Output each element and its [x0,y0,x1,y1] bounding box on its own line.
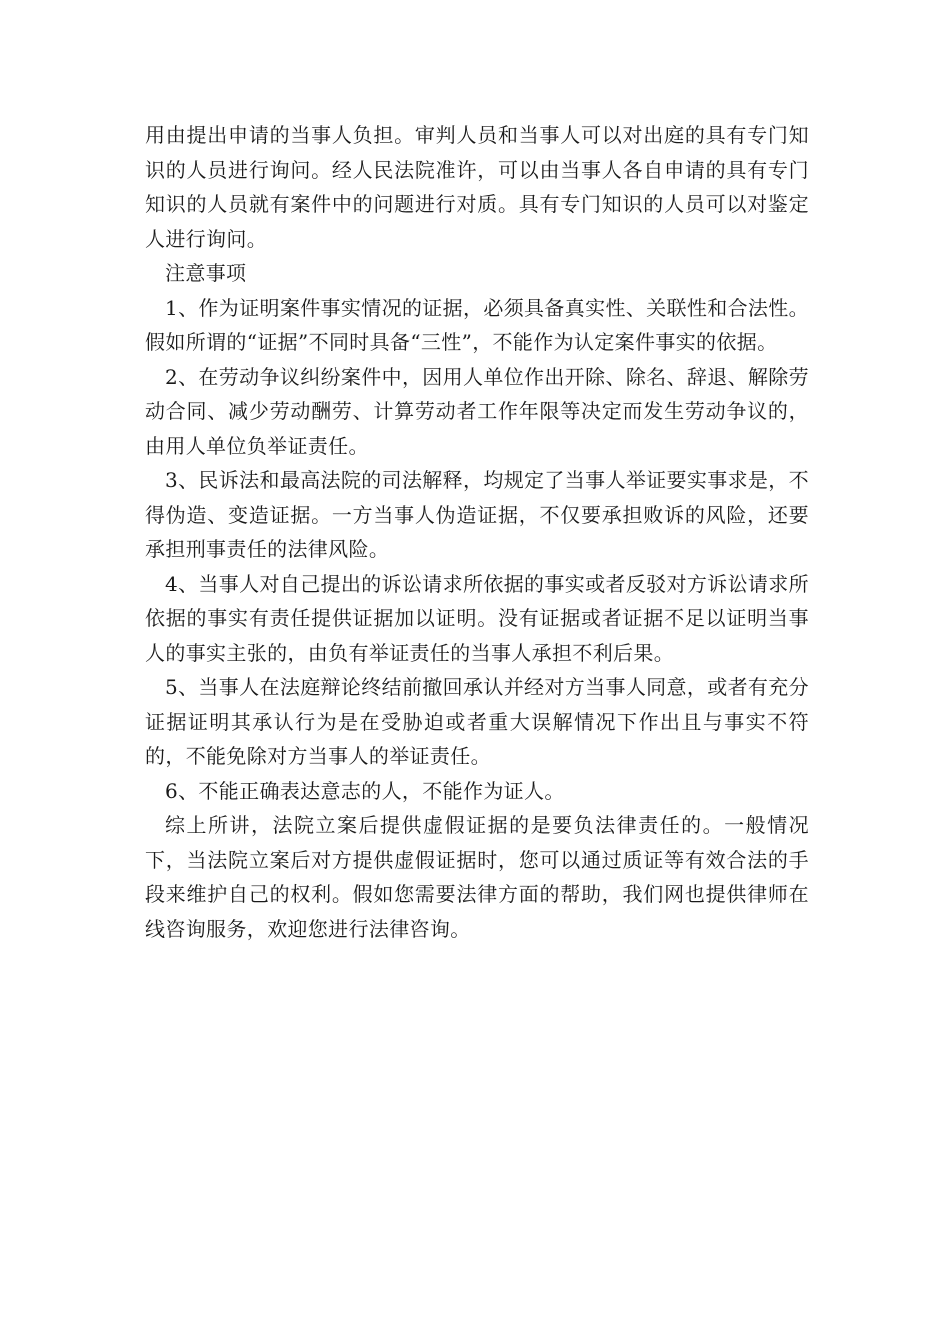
paragraph-conclusion: 综上所讲，法院立案后提供虚假证据的是要负法律责任的。一般情况下，当法院立案后对方提供虚假证据时，您可以通过质证等有效合法的手段来维护自己的权利。假如您需要法律方面的帮助，我们网也提供律师在线咨询服务，欢迎您进行法律咨询。 [145,813,809,941]
document-body [145,118,809,946]
note-item-4: 4、当事人对自己提出的诉讼请求所依据的事实或者反驳对方诉讼请求所依据的事实有责任提供证据加以证明。没有证据或者证据不足以证明当事人的事实主张的，由负有举证责任的当事人承担不利后果。 [145,571,809,665]
note-item-5: 5、当事人在法庭辩论终结前撤回承认并经对方当事人同意，或者有充分证据证明其承认行为是在受胁迫或者重大误解情况下作出且与事实不符的，不能免除对方当事人的举证责任。 [145,675,809,768]
note-item-2: 2、在劳动争议纠纷案件中，因用人单位作出开除、除名、辞退、解除劳动合同、减少劳动酬劳、计算劳动者工作年限等决定而发生劳动争议的，由用人单位负举证责任。 [145,364,809,458]
note-item-6: 6、不能正确表达意志的人，不能作为证人。 [165,778,565,803]
paragraph-continuation: 用由提出申请的当事人负担。审判人员和当事人可以对出庭的具有专门知识的人员进行询问。经人民法院准许，可以由当事人各自申请的具有专门知识的人员就有案件中的问题进行对质。具有专门知识的人员可以对鉴定人进行询问。 [145,123,809,251]
note-item-3: 3、民诉法和最高法院的司法解释，均规定了当事人举证要实事求是，不得伪造、变造证据。一方当事人伪造证据，不仅要承担败诉的风险，还要承担刑事责任的法律风险。 [145,468,809,561]
section-heading-notes: 注意事项 [165,261,247,285]
note-item-1: 1、作为证明案件事实情况的证据，必须具备真实性、关联性和合法性。假如所谓的“证据”不同时具备“三性”，不能作为认定案件事实的依据。 [145,295,809,354]
